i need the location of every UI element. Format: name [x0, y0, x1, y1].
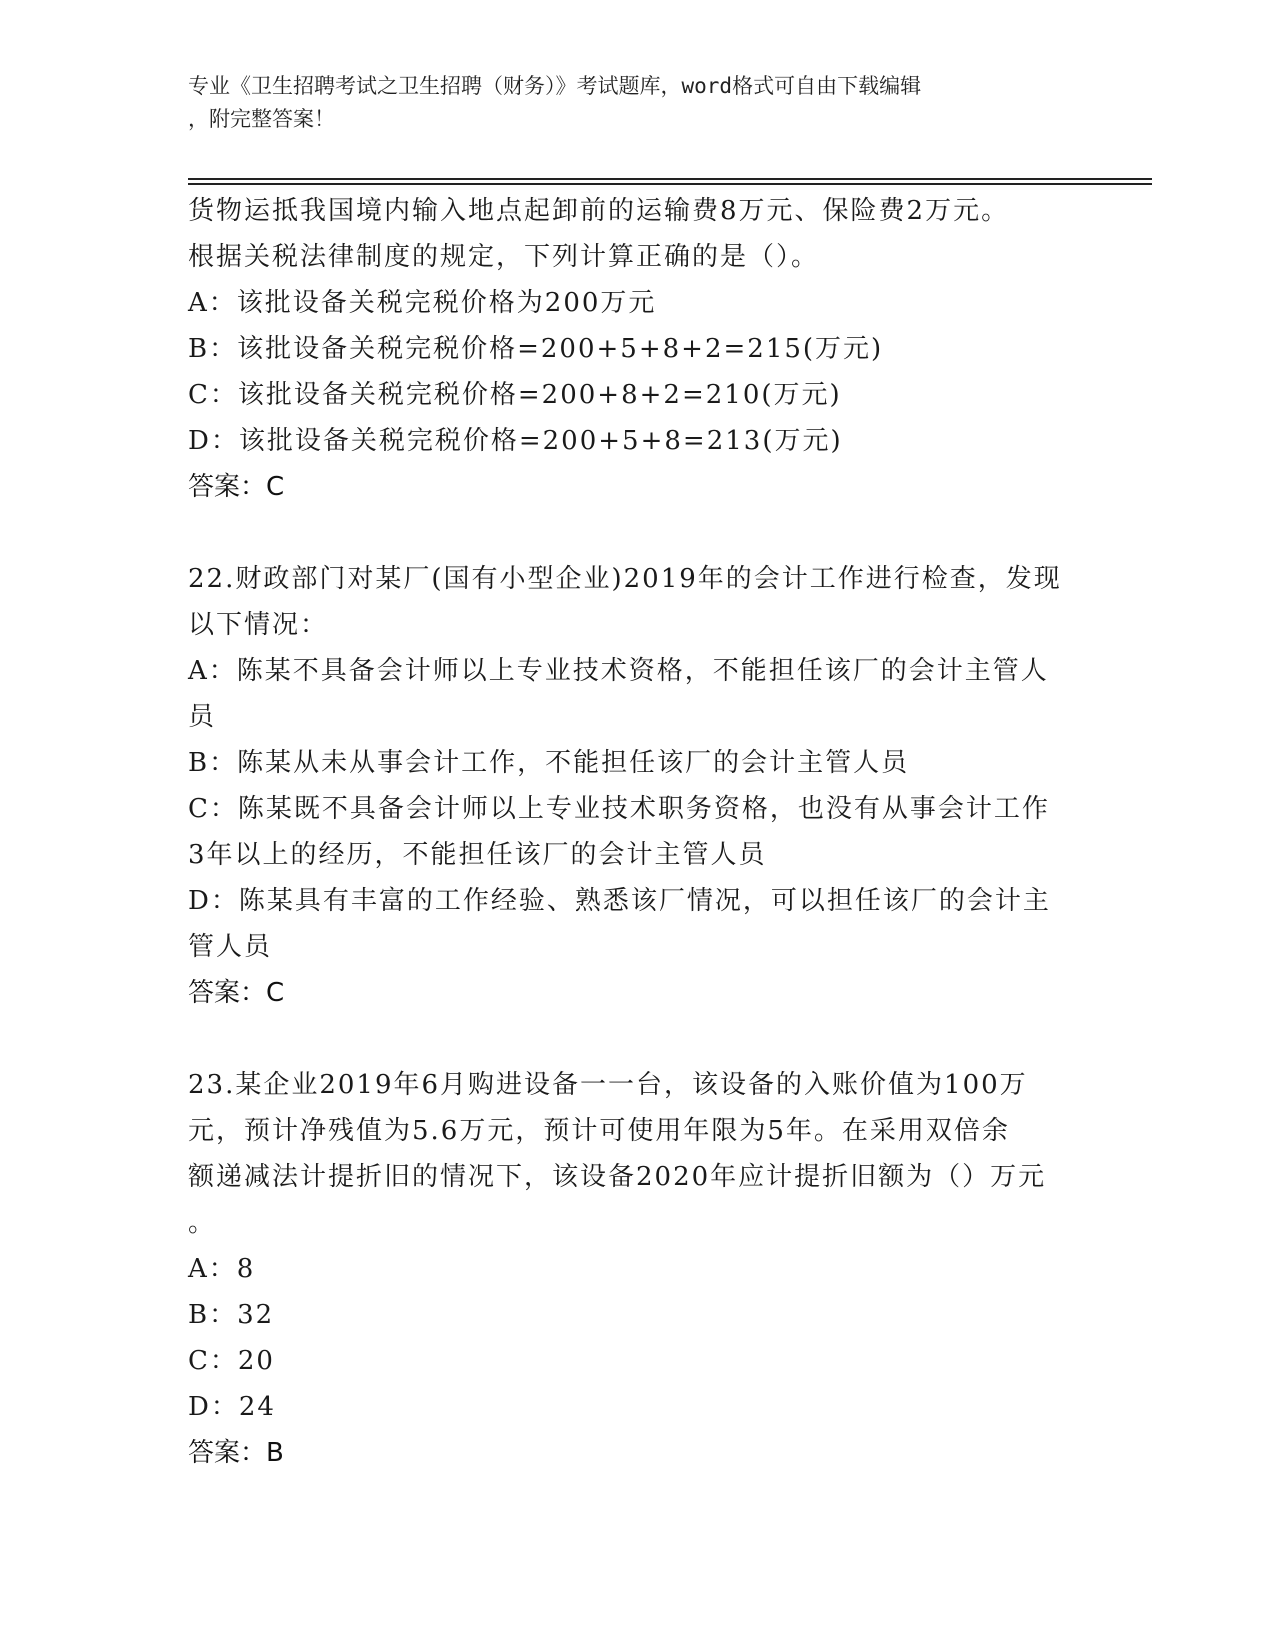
option-a: A：陈某不具备会计师以上专业技术资格，不能担任该厂的会计主管人 [188, 656, 1049, 686]
option-d: D：该批设备关税完税价格=200+5+8=213(万元) [188, 426, 843, 456]
answer-line: 答案：B [188, 1438, 284, 1468]
question-stem-line: 额递减法计提折旧的情况下，该设备2020年应计提折旧额为（）万元 [188, 1162, 1047, 1192]
option-a: A：8 [188, 1254, 256, 1284]
option-c-continued: 3年以上的经历，不能担任该厂的会计主管人员 [188, 840, 767, 870]
header-divider-top [188, 178, 1152, 180]
question-stem-line: 以下情况： [188, 610, 329, 640]
header-line-2: ，附完整答案！ [188, 107, 335, 131]
question-23 [188, 1062, 1088, 1476]
option-c: C：陈某既不具备会计师以上专业技术职务资格，也没有从事会计工作 [188, 794, 1050, 824]
spacer [188, 1016, 1088, 1062]
header-line-1: 专业《卫生招聘考试之卫生招聘（财务）》考试题库，word格式可自由下载编辑 [188, 74, 922, 98]
option-a-continued: 员 [188, 702, 217, 732]
document-header [188, 70, 1088, 136]
header-divider-bottom [188, 183, 1152, 185]
answer-line: 答案：C [188, 472, 285, 502]
option-b: B：陈某从未从事会计工作，不能担任该厂的会计主管人员 [188, 748, 910, 778]
question-list [188, 188, 1088, 1476]
option-b: B：32 [188, 1300, 275, 1330]
spacer [188, 510, 1088, 556]
question-stem-line: 23.某企业2019年6月购进设备一一台，该设备的入账价值为100万 [188, 1070, 1028, 1100]
option-d: D：陈某具有丰富的工作经验、熟悉该厂情况，可以担任该厂的会计主 [188, 886, 1051, 916]
question-stem-line: 货物运抵我国境内输入地点起卸前的运输费8万元、保险费2万元。 [188, 196, 1010, 226]
answer-line: 答案：C [188, 978, 285, 1008]
option-a: A：该批设备关税完税价格为200万元 [188, 288, 657, 318]
option-d-continued: 管人员 [188, 932, 273, 962]
option-c: C：20 [188, 1346, 275, 1376]
option-c: C：该批设备关税完税价格=200+8+2=210(万元) [188, 380, 842, 410]
question-21 [188, 188, 1088, 510]
question-stem-line: 22.财政部门对某厂(国有小型企业)2019年的会计工作进行检查，发现 [188, 564, 1062, 594]
question-stem-line: 。 [188, 1208, 217, 1238]
option-d: D：24 [188, 1392, 276, 1422]
question-stem-line: 元，预计净残值为5.6万元，预计可使用年限为5年。在采用双倍余 [188, 1116, 1010, 1146]
option-b: B：该批设备关税完税价格=200+5+8+2=215(万元) [188, 334, 884, 364]
question-22 [188, 556, 1088, 1016]
question-stem-line: 根据关税法律制度的规定，下列计算正确的是（）。 [188, 242, 820, 272]
